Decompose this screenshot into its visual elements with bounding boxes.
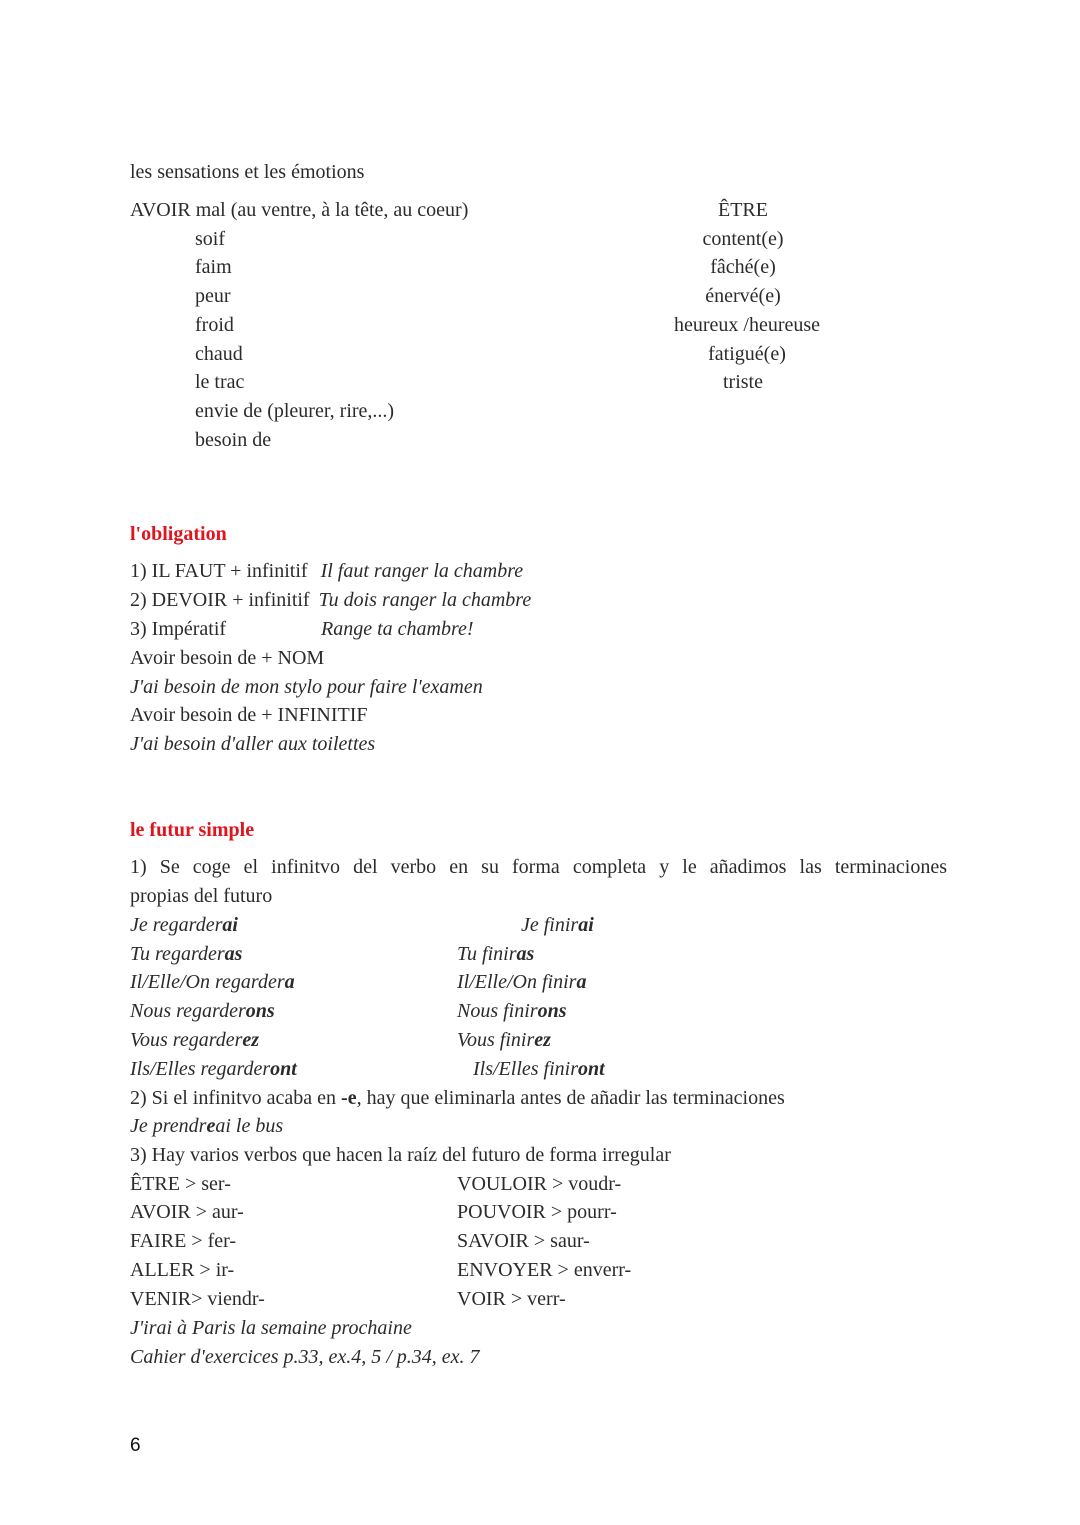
avoir-item: chaud <box>195 343 243 365</box>
etre-item: heureux /heureuse <box>673 314 821 336</box>
irregular-stem: ÊTRE > ser- <box>130 1173 231 1195</box>
avoir-item: le trac <box>195 371 245 393</box>
futur-rule-3: 3) Hay varios verbos que hacen la raíz del futuro de forma irregular <box>130 1144 671 1166</box>
besoin-nom: Avoir besoin de + NOM <box>130 647 325 669</box>
avoir-item: peur <box>195 285 231 307</box>
besoin-nom-example: J'ai besoin de mon stylo pour faire l'examen <box>130 676 483 698</box>
futur-rule-2-example: Je prendreai le bus <box>130 1115 284 1137</box>
avoir-item: soif <box>195 228 225 250</box>
etre-heading: ÊTRE <box>718 199 768 221</box>
section-title-obligation: l'obligation <box>130 523 227 545</box>
irregular-stem: FAIRE > fer- <box>130 1230 237 1252</box>
irregular-stem: POUVOIR > pourr- <box>457 1201 617 1223</box>
avoir-item: faim <box>195 256 232 278</box>
conjugation-regarder: Vous regarderez <box>130 1029 260 1051</box>
conjugation-regarder: Ils/Elles regarderont <box>130 1058 297 1080</box>
irregular-stem: VOIR > verr- <box>457 1288 566 1310</box>
exercise-reference: Cahier d'exercices p.33, ex.4, 5 / p.34, ex. 7 <box>130 1346 480 1368</box>
irregular-stem: VOULOIR > voudr- <box>457 1173 622 1195</box>
avoir-item: froid <box>195 314 234 336</box>
conjugation-finir: Nous finirons <box>457 1000 567 1022</box>
futur-rule-2: 2) Si el infinitvo acaba en -e, hay que eliminarla antes de añadir las terminaciones <box>130 1087 785 1109</box>
irregular-stem: AVOIR > aur- <box>130 1201 244 1223</box>
rule-text: 2) DEVOIR + infinitif <box>130 589 310 611</box>
futur-rule-1-cont: propias del futuro <box>130 885 273 907</box>
conjugation-finir: Ils/Elles finiront <box>473 1058 605 1080</box>
section-title-sensations: les sensations et les émotions <box>130 161 365 183</box>
conjugation-finir: Vous finirez <box>457 1029 551 1051</box>
conjugation-regarder: Nous regarderons <box>130 1000 275 1022</box>
conjugation-regarder: Tu regarderas <box>130 943 243 965</box>
obligation-rule-1 <box>130 559 523 583</box>
futur-example: J'irai à Paris la semaine prochaine <box>130 1317 412 1339</box>
etre-item: fatigué(e) <box>708 343 786 365</box>
page-number: 6 <box>130 1435 141 1456</box>
conjugation-regarder: Je regarderai <box>130 914 238 936</box>
irregular-stem: VENIR> viendr- <box>130 1288 265 1310</box>
etre-item: triste <box>723 371 763 393</box>
obligation-rule-2 <box>130 588 531 612</box>
rule-example: Tu dois ranger la chambre <box>318 589 532 611</box>
conjugation-regarder: Il/Elle/On regardera <box>130 971 295 993</box>
section-title-futur: le futur simple <box>130 819 255 841</box>
rule-text: 1) IL FAUT + infinitif <box>130 560 308 582</box>
irregular-stem: SAVOIR > saur- <box>457 1230 590 1252</box>
rule-example: Il faut ranger la chambre <box>320 560 524 582</box>
irregular-stem: ALLER > ir- <box>130 1259 235 1281</box>
avoir-heading: AVOIR mal (au ventre, à la tête, au coeur) <box>130 199 469 221</box>
futur-rule-1: 1) Se coge el infinitvo del verbo en su forma completa y le añadimos las terminaciones <box>130 856 947 878</box>
besoin-infinitif: Avoir besoin de + INFINITIF <box>130 704 368 726</box>
irregular-stem: ENVOYER > enverr- <box>457 1259 632 1281</box>
avoir-item: envie de (pleurer, rire,...) <box>195 400 395 422</box>
obligation-rule-3: 3) Impératif <box>130 618 227 640</box>
etre-item: content(e) <box>702 228 784 250</box>
etre-item: fâché(e) <box>710 256 776 278</box>
rule-example: Range ta chambre! <box>321 618 474 640</box>
besoin-infinitif-example: J'ai besoin d'aller aux toilettes <box>130 733 376 755</box>
avoir-item: besoin de <box>195 429 272 451</box>
conjugation-finir: Tu finiras <box>457 943 535 965</box>
conjugation-finir: Je finirai <box>521 914 594 936</box>
conjugation-finir: Il/Elle/On finira <box>457 971 587 993</box>
etre-item: énervé(e) <box>705 285 781 307</box>
